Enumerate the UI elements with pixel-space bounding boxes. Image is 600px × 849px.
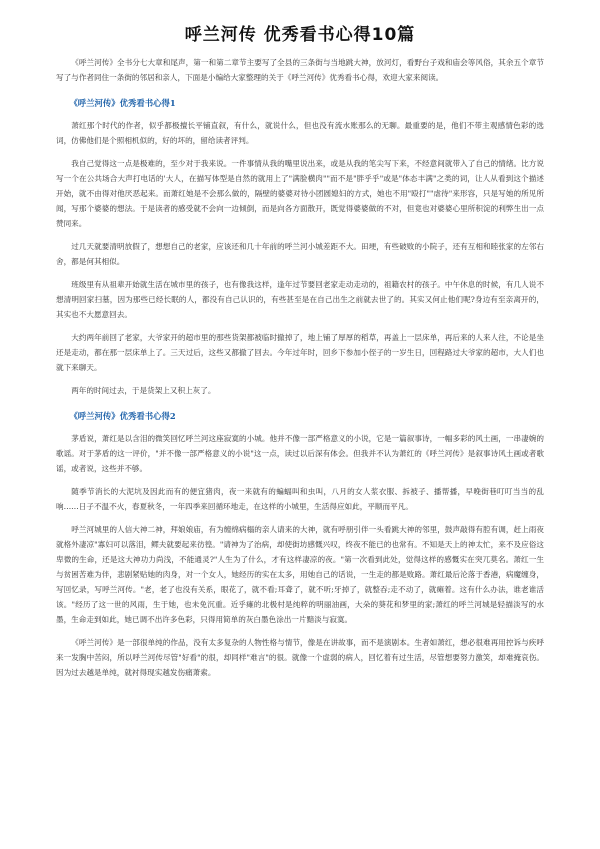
section-1-paragraph: 萧红那个时代的作者，似乎都极擅长平铺直叙，有什么，就说什么，但也没有流水账那么的无聊。最重要的是，他们不带主观感情色彩的选词，仿佛他们是个照相机似的，好的坏的，留给读者评判。 xyxy=(56,121,544,145)
section-1-paragraph: 大约两年前回了老家，大爷家开的超市里的那些货架都被临时撤掉了，地上铺了厚厚的稻草，再盖上一层床单，再后来的人来人往，不论是坐还是走动，都在那一层床单上了。三天过后，这些又都撤了回去。今年过年时，回乡下参加小侄子的一岁生日，回程路过大爷家的超市，大人们也就下来聊天。 xyxy=(56,333,544,372)
page-title: 呼兰河传 优秀看书心得10篇 xyxy=(184,25,416,45)
section-2-paragraph: 随季节消长的大泥坑及因此而有的便宜猪肉，夜一来就有的蝙蝠叫和虫叫，八月的女人浆衣服、拆被子、播帮播，早晚街巷叮叮当当的乱响……日子不温不火，春夏秋冬，一年四季来回循环地走，在这样的小城里，生活得应如此，平顺而平凡。 xyxy=(56,487,544,511)
section-2-paragraph: 《呼兰河传》是一部很单纯的作品，没有太多复杂的人物性格与情节，像是在讲故事，而不是演剧本。生者如萧红，想必很难再用控诉与疾呼来一发胸中苦闷，所以呼兰河传尽管"好看"的很，却同样"难言"的很。就像一个虚弱的病人，回忆着有过生活，尽管想要努力激笑，却难掩哀伤。因为过去越是单纯，就衬得现实越发伤痛萧索。 xyxy=(56,638,544,677)
section-heading-1: 《呼兰河传》优秀看书心得1 xyxy=(69,98,176,108)
section-1-paragraph: 两年的时间过去，于是货架上又积上灰了。 xyxy=(71,386,216,395)
intro-paragraph: 《呼兰河传》全书分七大章和尾声，第一和第二章节主要写了全县的三条街与当地跳大神，放河灯，看野台子戏和庙会等风俗，其余五个章节写了与作者同住一条街的邻居和亲人，下面是小编给大家整理的关于《呼兰河传》优秀看书心得，欢迎大家来阅读。 xyxy=(56,58,544,82)
section-2-paragraph: 茅盾说，萧红是以含泪的微笑回忆呼兰河这座寂寞的小城。他并不像一部严格意义的小说，它是一篇叙事诗，一幅多彩的风土画，一串凄婉的歌谣。对于茅盾的这一评价，"并不像一部严格意义的小说"这一点，读过以后深有体会。但我并不认为萧红的《呼兰河传》是叙事诗风土画或者歌谣，或者说，这些并不够。 xyxy=(56,434,544,473)
section-heading-2: 《呼兰河传》优秀看书心得2 xyxy=(69,411,176,421)
section-1-paragraph: 班级里有从祖辈开始就生活在城市里的孩子，也有像我这样，逢年过节要回老家走动走动的，祖籍农村的孩子。中午休息的时候，有几人说不想清明回家扫墓，因为那些已经长眠的人，都没有自己认识的，有些甚至是在自己出生之前就去世了的。其实又何止他们呢?身边有至亲离开的，其实也不大愿意回去。 xyxy=(56,280,544,319)
section-1-paragraph: 我自己觉得这一点是极难的，至少对于我来说。一件事情从我的嘴里说出来，或是从我的笔尖写下来，不经意间就带入了自己的情绪。比方说写一个在公共场合大声打电话的'大人，在描写体型是自然的就用上了"满脸横肉""而不是"胖乎乎"或是"体态丰满"之类的词，让人从看到这个描述开始，就不由得对他厌恶起来。而萧红她是不会那么做的，隔壁的婆婆对待小团圆媳妇的方式，她也不用"殴打""虐待"来形容，只是写她的所见所闻，写那个婆婆的想法。于是读者的感受就不会向一边倾倒，而是向各方面散开，既觉得婆婆做的不对，但竟也对婆婆心里所积淀的利弊生出一点赞同来。 xyxy=(56,159,544,228)
section-2-paragraph: 呼兰河城里的人信大神二神，拜娘娘庙，有为缠绵病榻的亲人请来的大神，就有呼朋引伴一头看跳大神的邻里，鼓声敲得有腔有调，赶上雨夜就格外凄凉"寡妇可以落泪，鳏夫就要起来彷徨。"请神为了治病，却使街坊感慨兴叹，终夜不能已的也常有。不知是天上的神太忙，来不及应俗这卑微的生命，还是这大神功力尚浅，不能通灵?"人生为了什么，才有这样凄凉的夜。"第一次看到此处，觉得这样的感慨实在突兀莫名。萧红一生与贫困苦难为伴，悲剧紧贴她的肉身，对一个女人，她经历的实在太多，用她自己的话说，一生走的都是败路。萧红最后沦落于香港，病魔缠身，写回忆录，写呼兰河传。"老，老了也没有关系，眼花了，就不看;耳聋了，就不听;牙掉了，就整吞;走不动了，就瘫着。这有什么办法，谁老谁活该。"经历了这一世的风雨，生于她，也未免沉重。近乎瘫的北极村是纯粹的明丽油画，大朵的葵花和梦里的家;萧红的呼兰河城是轻描淡写的水墨，生命走到如此，她已调不出许多色彩，只得用简单的灰白墨色涂出一片黯淡与寂寞。 xyxy=(56,525,544,624)
section-1-paragraph: 过几天就要清明放假了，想想自己的老家，应该还和几十年前的呼兰河小城差距不大。田埂，有些破败的小院子，还有互相和睦张家的左邻右舍，都是何其相似。 xyxy=(56,242,544,266)
